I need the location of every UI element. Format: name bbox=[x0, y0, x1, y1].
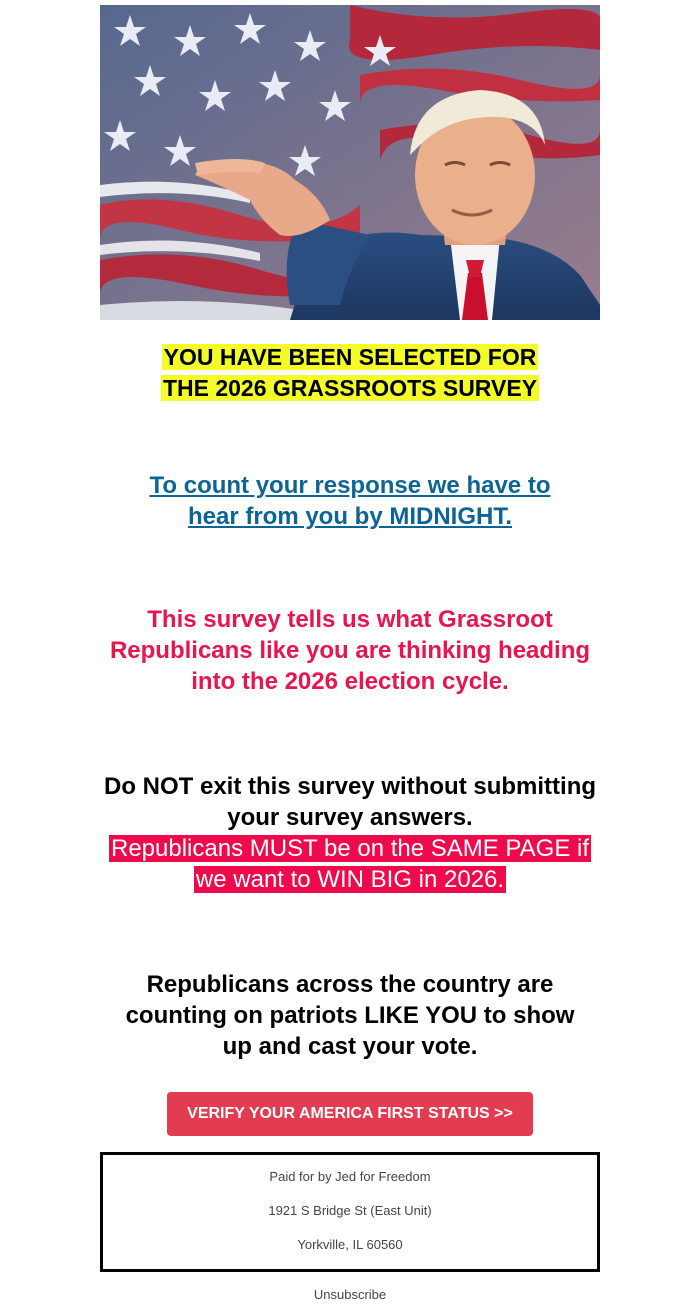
hero-image bbox=[100, 5, 600, 320]
headline-line1: YOU HAVE BEEN SELECTED FOR bbox=[163, 344, 537, 370]
survey-description: This survey tells us what Grassroot Republicans like you are thinking heading into the 2026 election cycle. bbox=[109, 606, 591, 695]
closing-message: Republicans across the country are counting on patriots LIKE YOU to show up and cast your vote. bbox=[125, 971, 575, 1060]
email-body bbox=[100, 5, 600, 1302]
exit-warning-bold: Do NOT exit this survey without submitting your survey answers. bbox=[103, 773, 597, 831]
disclaimer-box bbox=[100, 1152, 600, 1272]
exit-warning bbox=[100, 771, 600, 895]
paid-for-text: Paid for by Jed for Freedom bbox=[269, 1169, 431, 1184]
unsubscribe-link[interactable]: Unsubscribe bbox=[313, 1287, 387, 1302]
headline-line2: THE 2026 GRASSROOTS SURVEY bbox=[162, 375, 538, 401]
address-line2: Yorkville, IL 60560 bbox=[297, 1237, 403, 1252]
headline bbox=[100, 342, 600, 404]
respond-by-midnight-link[interactable]: To count your response we have to hear from you by MIDNIGHT. bbox=[149, 472, 551, 530]
address-line1: 1921 S Bridge St (East Unit) bbox=[268, 1203, 432, 1218]
same-page-highlight: Republicans MUST be on the SAME PAGE if we want to WIN BIG in 2026. bbox=[111, 835, 589, 893]
verify-status-button[interactable]: VERIFY YOUR AMERICA FIRST STATUS >> bbox=[167, 1092, 533, 1136]
flag-portrait-image bbox=[100, 5, 600, 320]
